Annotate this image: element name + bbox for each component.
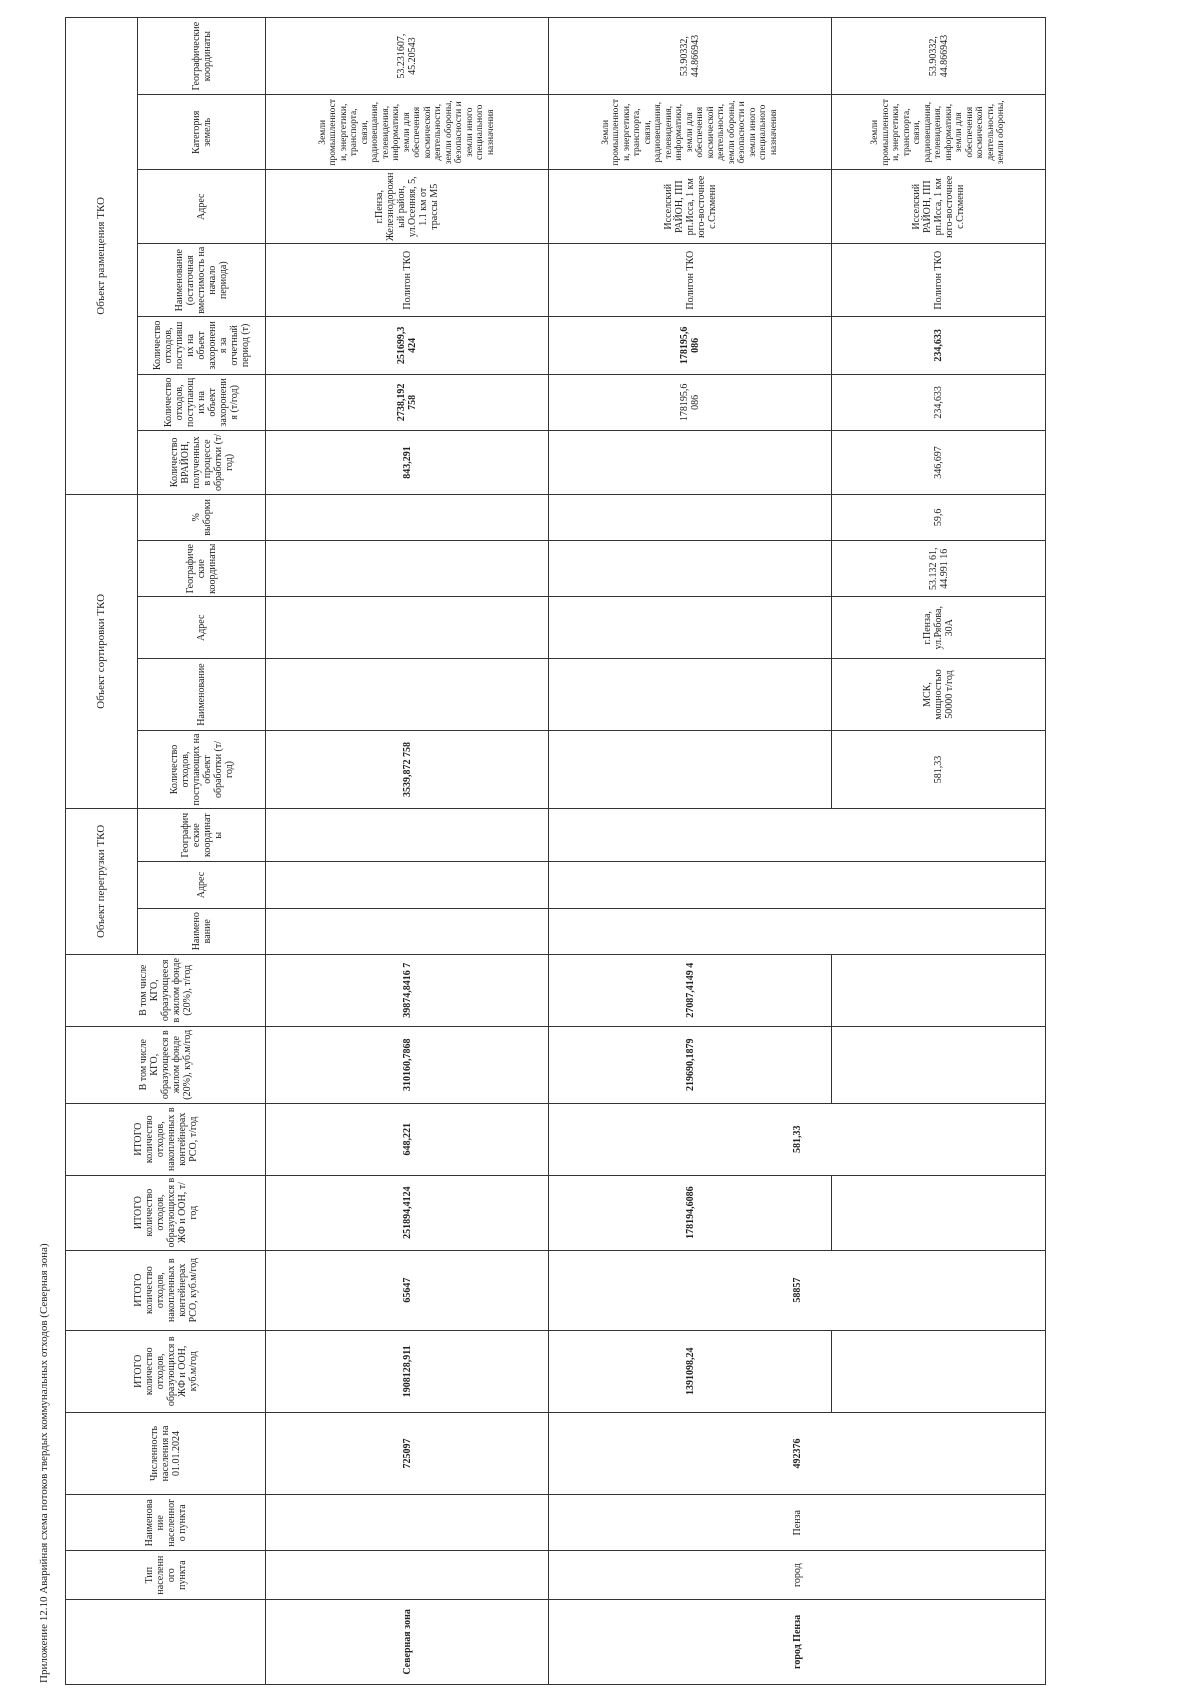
group-disposal: Объект размещения ТКО: [66, 18, 138, 495]
cell-disposal-period: 251699,3 424: [266, 317, 549, 375]
cell-total-rso-m3: 58857: [549, 1250, 1046, 1330]
page-title: Приложение 12.10 Аварийная схема потоков твердых коммунальных отходов (Северная зона): [38, 1243, 50, 1683]
cell-zone: город Пенза: [549, 1599, 1046, 1684]
cell-disposal-land-category: Земли промышленности, энергетики, транспорта, связи, радиовещания, телевидения, информатики, земли для обеспечения космической деятельности, земли обороны,: [832, 95, 1046, 170]
header-transfer-geo: Географические координаты: [138, 809, 266, 862]
cell-disposal-name: Полигон ТКО: [832, 244, 1046, 317]
cell-settlement: [266, 1495, 549, 1551]
cell-sorting-input: 3539,872 758: [266, 730, 549, 808]
header-sorting-name: Наименование: [138, 659, 266, 731]
cell-sorting-percent: [266, 494, 549, 540]
header-kgo-m3: В том числе КГО, образующееся в жилом фонде (20%), куб.м/год: [66, 1026, 266, 1103]
header-total-rso-t: ИТОГО количество отходов, накопленных в контейнерах РСО, т/год: [66, 1103, 266, 1175]
cell-sorting-output: [549, 431, 832, 495]
header-type: Тип населенного пункта: [66, 1551, 266, 1599]
cell-total-jkf-t: 178194,6086: [549, 1175, 832, 1250]
cell-transfer-address: [266, 862, 549, 908]
header-kgo-t: В том числе КГО, образующееся в жилом фонде (20%), т/год: [66, 954, 266, 1026]
cell-total-rso-t: 581,33: [549, 1103, 1046, 1175]
cell-disposal-address: Исселский РАЙОН, ПП рп.Исса, 1 км юго-восточнее с.Сткмени: [832, 170, 1046, 244]
cell-sorting-address: г.Пенза, ул.Рябова, 30А: [832, 597, 1046, 659]
header-total-rso-m3: ИТОГО количество отходов, накопленных в контейнерах РСО, куб.м/год: [66, 1250, 266, 1330]
cell-sorting-percent: 59,6: [832, 494, 1046, 540]
cell-type: [266, 1551, 549, 1599]
cell-total-rso-t: 648,221: [266, 1103, 549, 1175]
cell-transfer-geo: [266, 809, 549, 862]
cell-sorting-geo: [549, 540, 832, 596]
cell-settlement: Пенза: [549, 1495, 1046, 1551]
header-sorting-output: Количество ВРАЙОН, полученных в процессе обработки (т/год): [138, 431, 266, 495]
cell-type: город: [549, 1551, 1046, 1599]
cell-transfer-address: [549, 862, 1046, 908]
cell-total-jkf-t: 251894,4124: [266, 1175, 549, 1250]
cell-sorting-name: МСК, мощностью 50000 т/год: [832, 659, 1046, 731]
cell-disposal-address: г.Пенза, Железнодорожный район, ул.Осенняя, 5, 1.1 км от трассы М5: [266, 170, 549, 244]
header-corner: [66, 1599, 266, 1684]
cell-sorting-address: [266, 597, 549, 659]
table-row: [549, 18, 832, 1685]
cell-disposal-input: 178195,6 086: [549, 374, 832, 430]
header-disposal-period: Количество отходов, поступивших на объект захоронения за отчетный период (т): [138, 317, 266, 375]
header-disposal-input: Количество отходов, поступающих на объект захоронения (т/год): [138, 374, 266, 430]
cell-sorting-name: [549, 659, 832, 731]
cell-disposal-geo: 53.231607, 45.20543: [266, 18, 549, 95]
cell-sorting-geo: 53.132 61, 44.991 16: [832, 540, 1046, 596]
cell-total-jkf-t: [832, 1175, 1046, 1250]
cell-disposal-geo: 53.90332, 44.866943: [832, 18, 1046, 95]
cell-total-jkf-m3: 1391098,24: [549, 1330, 832, 1412]
waste-flow-table: [65, 17, 1046, 1685]
header-population: Численность населения на 01.01.2024: [66, 1412, 266, 1494]
cell-total-rso-m3: 65647: [266, 1250, 549, 1330]
cell-transfer-name: [266, 908, 549, 954]
header-total-jkf-t: ИТОГО количество отходов, образующихся в ЖФ и ООН, т/год: [66, 1175, 266, 1250]
cell-transfer-geo: [549, 809, 1046, 862]
header-sorting-geo: Географические координаты: [138, 540, 266, 596]
cell-disposal-land-category: Земли промышленности, энергетики, транспорта, связи, радиовещания, телевидения, информатики, земли для обеспечения космической деятельности, земли обороны, безопасности и земли иного специального назначения: [266, 95, 549, 170]
group-sorting: Объект сортировки ТКО: [66, 494, 138, 808]
cell-disposal-geo: 53.90332, 44.866943: [549, 18, 832, 95]
cell-kgo-m3: 310160,7868: [266, 1026, 549, 1103]
header-transfer-name: Наименование: [138, 908, 266, 954]
cell-sorting-input: [549, 730, 832, 808]
cell-disposal-land-category: Земли промышленности, энергетики, транспорта, связи, радиовещания, телевидения, информатики, земли для обеспечения космической деятельности, земли обороны, безопасности и земли иного специального назначения: [549, 95, 832, 170]
cell-kgo-t: 39874,8416 7: [266, 954, 549, 1026]
cell-disposal-name: Полигон ТКО: [549, 244, 832, 317]
header-disposal-geo: Географические координаты: [138, 18, 266, 95]
cell-transfer-name: [549, 908, 1046, 954]
cell-disposal-period: 234,633: [832, 317, 1046, 375]
cell-disposal-period: 178195,6 086: [549, 317, 832, 375]
header-sorting-address: Адрес: [138, 597, 266, 659]
header-sorting-input: Количество отходов, поступающих на объект обработки (т/год): [138, 730, 266, 808]
cell-sorting-geo: [266, 540, 549, 596]
cell-kgo-m3: 219690,1879: [549, 1026, 832, 1103]
cell-kgo-t: [832, 954, 1046, 1026]
cell-total-jkf-m3: 1908128,911: [266, 1330, 549, 1412]
cell-disposal-name: Полигон ТКО: [266, 244, 549, 317]
cell-population: 725097: [266, 1412, 549, 1494]
header-settlement: Наименование населенного пункта: [66, 1495, 266, 1551]
header-total-jkf-m3: ИТОГО количество отходов, образующихся в ЖФ и ООН, куб.м/год: [66, 1330, 266, 1412]
cell-zone: Северная зона: [266, 1599, 549, 1684]
cell-disposal-input: 2738,192 758: [266, 374, 549, 430]
table-row: [266, 18, 549, 1685]
header-disposal-name: Наименование (остаточная вместимость на начало периода): [138, 244, 266, 317]
header-disposal-land-category: Категория земель: [138, 95, 266, 170]
header-disposal-address: Адрес: [138, 170, 266, 244]
cell-population: 492376: [549, 1412, 1046, 1494]
cell-sorting-name: [266, 659, 549, 731]
cell-kgo-m3: [832, 1026, 1046, 1103]
cell-disposal-address: Исселский РАЙОН, ПП рп.Исса, 1 км юго-восточнее с.Сткмени: [549, 170, 832, 244]
header-sorting-percent: % выборки: [138, 494, 266, 540]
cell-kgo-t: 27087,4149 4: [549, 954, 832, 1026]
cell-sorting-input: 581,33: [832, 730, 1046, 808]
cell-sorting-percent: [549, 494, 832, 540]
cell-sorting-address: [549, 597, 832, 659]
header-transfer-address: Адрес: [138, 862, 266, 908]
cell-sorting-output: 843,291: [266, 431, 549, 495]
cell-disposal-input: 234,633: [832, 374, 1046, 430]
cell-sorting-output: 346,697: [832, 431, 1046, 495]
cell-total-jkf-m3: [832, 1330, 1046, 1412]
group-transfer: Объект перегрузки ТКО: [66, 809, 138, 955]
